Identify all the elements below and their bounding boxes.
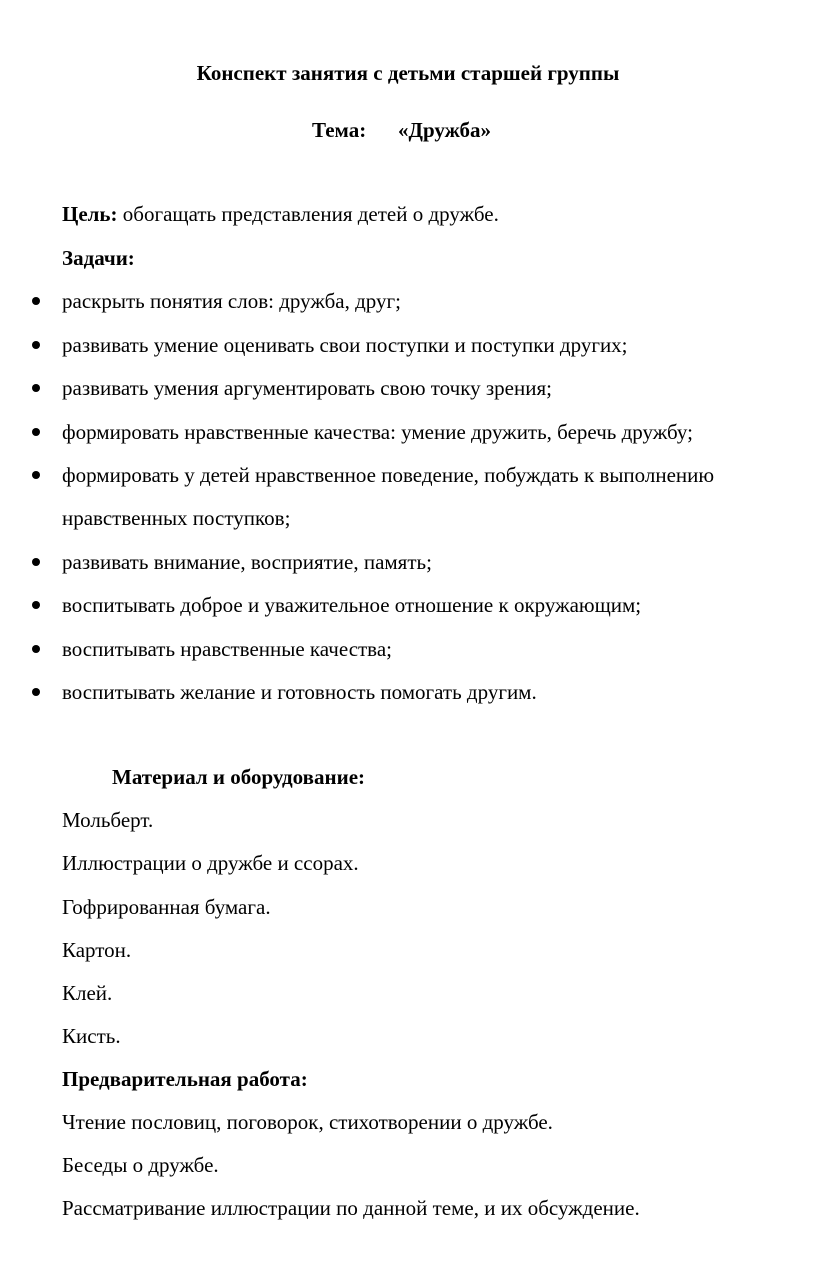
material-item: Мольберт. <box>62 808 154 832</box>
materials-heading: Материал и оборудование: <box>112 765 366 789</box>
material-item: Иллюстрации о дружбе и ссорах. <box>62 851 359 875</box>
bullet-icon <box>32 428 40 436</box>
tasks-heading: Задачи: <box>62 246 135 270</box>
bullet-icon <box>32 471 40 479</box>
bullet-icon <box>32 558 40 566</box>
task-item: развивать внимание, восприятие, память; <box>62 550 432 574</box>
goal-line <box>62 201 499 227</box>
task-item: формировать нравственные качества: умение дружить, беречь дружбу; <box>62 420 693 444</box>
bullet-icon <box>32 645 40 653</box>
task-item: формировать у детей нравственное поведение, побуждать к выполнению <box>62 463 715 487</box>
task-item: воспитывать доброе и уважительное отношение к окружающим; <box>62 593 642 617</box>
prep-heading: Предварительная работа: <box>62 1067 308 1091</box>
bullet-icon <box>32 297 40 305</box>
theme-label: Тема: <box>312 118 367 142</box>
prep-item: Чтение пословиц, поговорок, стихотворении о дружбе. <box>62 1110 553 1134</box>
prep-item: Рассматривание иллюстрации по данной теме, и их обсуждение. <box>62 1196 640 1220</box>
material-item: Клей. <box>62 981 113 1005</box>
material-item: Кисть. <box>62 1024 121 1048</box>
material-item: Гофрированная бумага. <box>62 895 271 919</box>
bullet-icon <box>32 341 40 349</box>
goal-text: обогащать представления детей о дружбе. <box>117 202 499 226</box>
bullet-icon <box>32 384 40 392</box>
material-item: Картон. <box>62 938 132 962</box>
prep-item: Беседы о дружбе. <box>62 1153 219 1177</box>
task-item: развивать умение оценивать свои поступки и поступки других; <box>62 333 628 357</box>
task-item: раскрыть понятия слов: дружба, друг; <box>62 289 401 313</box>
task-item: воспитывать желание и готовность помогать другим. <box>62 680 537 704</box>
task-item: воспитывать нравственные качества; <box>62 637 392 661</box>
bullet-icon <box>32 688 40 696</box>
document-title: Конспект занятия с детьми старшей группы <box>196 61 620 85</box>
goal-label: Цель: <box>62 202 118 226</box>
bullet-icon <box>32 601 40 609</box>
theme-value: «Дружба» <box>398 118 492 142</box>
task-item: развивать умения аргументировать свою точку зрения; <box>62 376 552 400</box>
task-item-continuation: нравственных поступков; <box>62 506 291 530</box>
